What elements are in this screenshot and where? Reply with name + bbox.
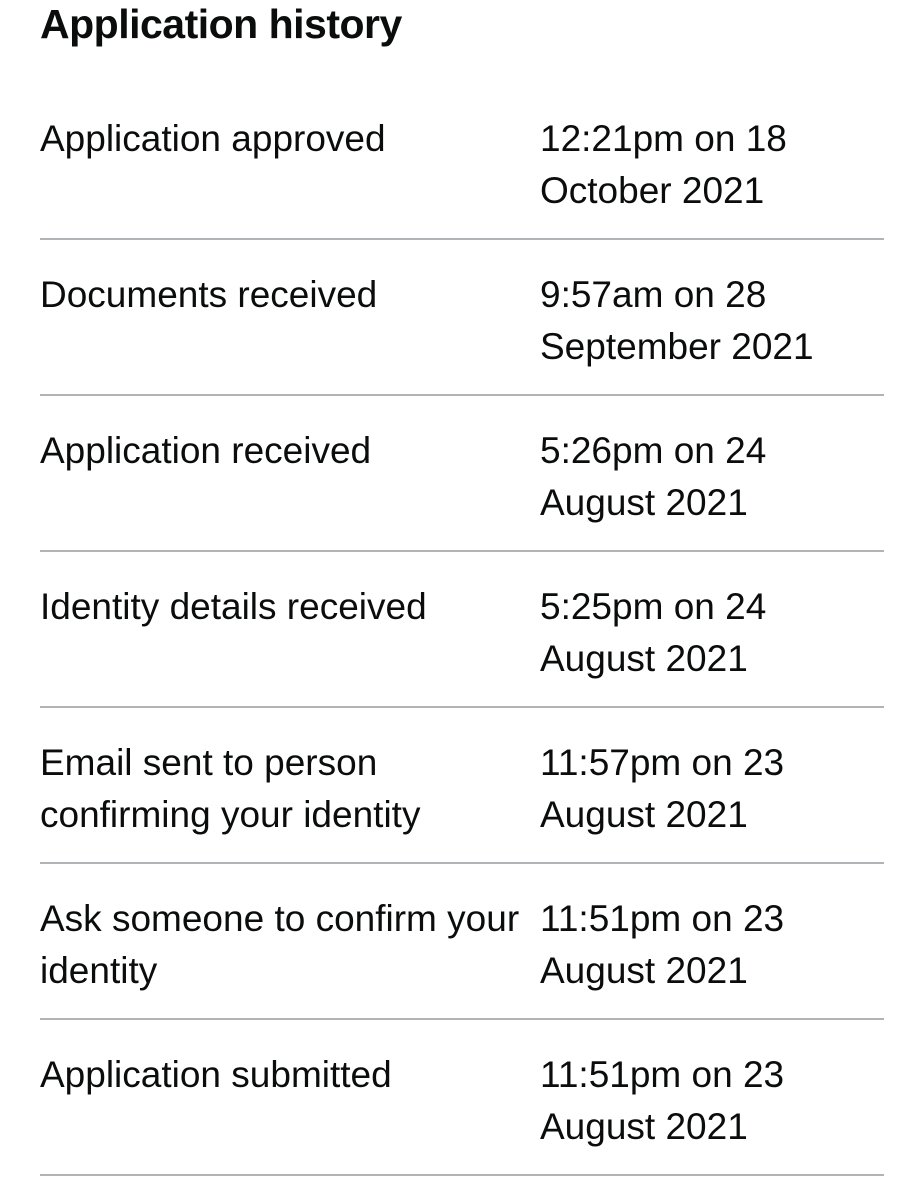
event-name: Application submitted (40, 1054, 392, 1095)
event-time: 11:51pm on 23 August 2021 (540, 898, 785, 991)
history-row (40, 84, 884, 240)
event-name: Ask someone to confirm your identity (40, 898, 520, 991)
event-name: Email sent to person confirming your identity (40, 742, 421, 835)
history-row (40, 708, 884, 864)
event-time: 11:51pm on 23 August 2021 (540, 1054, 785, 1147)
event-name: Application received (40, 430, 372, 471)
history-row (40, 552, 884, 708)
event-time: 5:26pm on 24 August 2021 (540, 430, 767, 523)
event-name: Application approved (40, 118, 386, 159)
event-name: Identity details received (40, 586, 427, 627)
history-row (40, 396, 884, 552)
page-title: Application history (40, 1, 402, 47)
history-row (40, 240, 884, 396)
application-history-list (40, 84, 884, 1176)
history-row (40, 864, 884, 1020)
event-time: 11:57pm on 23 August 2021 (540, 742, 785, 835)
history-row (40, 1020, 884, 1176)
event-time: 12:21pm on 18 October 2021 (540, 118, 787, 211)
event-name: Documents received (40, 274, 378, 315)
event-time: 9:57am on 28 September 2021 (540, 274, 814, 367)
event-time: 5:25pm on 24 August 2021 (540, 586, 767, 679)
